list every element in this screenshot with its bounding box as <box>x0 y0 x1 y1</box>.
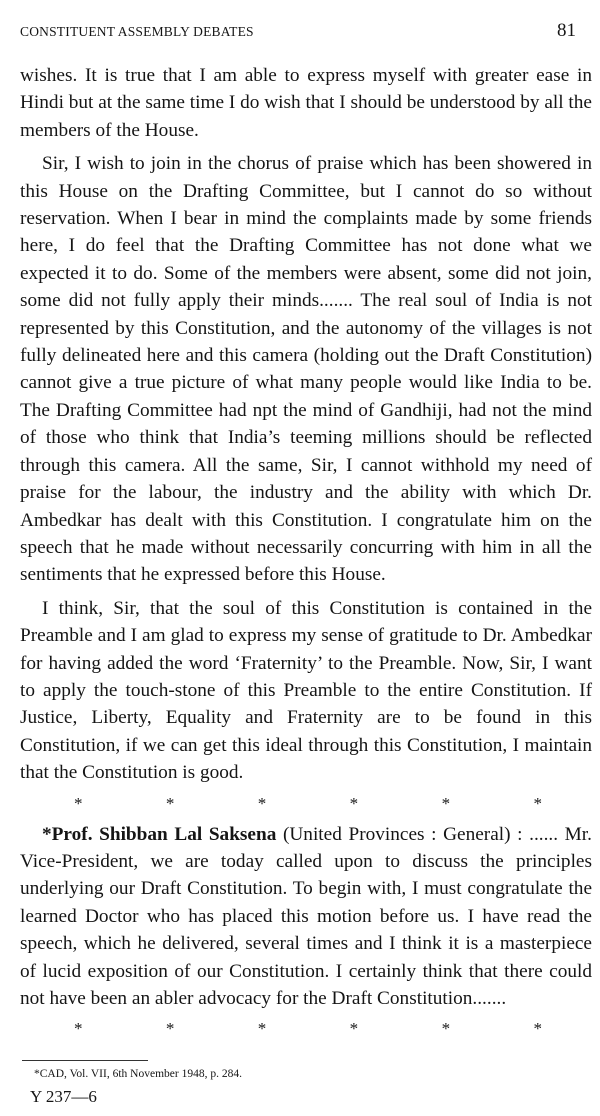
speaker-name: *Prof. Shibban Lal Saksena <box>42 823 277 845</box>
separator-star: * <box>533 1019 542 1039</box>
separator-star: * <box>533 793 542 813</box>
separator-star: * <box>441 1019 451 1039</box>
paragraph-4-text: (United Provinces : General) : ...... Mr. Vice-President, we are today called upon to discuss the principles underlying our Draft Constitution. To begin with, I must congratulate the learned Doctor who has placed this motion before us. I have read the speech, which he delivered, several times and I think it is a masterpiece of lucid exposition of our Constitution. I certainly think that there could not have been an abler advocacy for the Draft Constitution....... <box>20 823 592 1009</box>
separator-star: * <box>165 1019 175 1039</box>
paragraph-1: wishes. It is true that I am able to express myself with greater ease in Hindi but at the same time I do wish that I should be understood by all the members of the House. <box>20 65 592 141</box>
paragraph-4 <box>20 821 592 1013</box>
separator-star: * <box>441 793 451 813</box>
page-header <box>20 22 580 42</box>
separator-star: * <box>74 793 83 813</box>
separator-star: * <box>257 1019 267 1039</box>
separator-star: * <box>349 793 359 813</box>
footnote: *CAD, Vol. VII, 6th November 1948, p. 284. <box>34 1068 242 1080</box>
printer-imprint: Y 237—6 <box>30 1087 97 1106</box>
separator-star: * <box>74 1019 83 1039</box>
running-head: CONSTITUENT ASSEMBLY DEBATES <box>20 24 254 39</box>
paragraph-3: I think, Sir, that the soul of this Constitution is contained in the Preamble and I am glad to express my sense of gratitude to Dr. Ambedkar for having added the word ‘Fraternity’ to the Preamble. Now, Sir, I want to apply the touch-stone of this Preamble to the entire Constitution. If Justice, Liberty, Equality and Fraternity are to be found in this Constitution, if we can get this ideal through this Constitution, I maintain that the Constitution is good. <box>20 597 592 784</box>
page-body <box>20 62 592 1046</box>
section-separator-2 <box>20 1018 592 1040</box>
footnote-rule <box>22 1060 148 1061</box>
page-number: 81 <box>557 20 576 41</box>
separator-star: * <box>257 793 267 813</box>
separator-star: * <box>349 1019 359 1039</box>
paragraph-2: Sir, I wish to join in the chorus of praise which has been showered in this House on the Drafting Committee, but I cannot do so without reservation. When I bear in mind the complaints made by some friends here, I do feel that the Drafting Committee has not done what we expected it to do. Some of the members were absent, some did not join, some did not fully apply their minds....... The real soul of India is not represented by this Constitution, and the autonomy of the villages is not fully delineated here and this camera (holding out the Draft Constitution) cannot give a true picture of what many people would like India to be. The Drafting Committee had npt the mind of Gandhiji, had not the mind of those who think that India’s teeming millions should be reflected through this camera. All the same, Sir, I cannot withhold my need of praise for the labour, the industry and the ability with which Dr. Ambedkar has dealt with this Constitution. I congratulate him on the speech that he made without necessarily concurring with him in all the sentiments that he expressed before this House. <box>20 153 592 586</box>
separator-star: * <box>165 793 175 813</box>
section-separator-1 <box>20 793 592 815</box>
